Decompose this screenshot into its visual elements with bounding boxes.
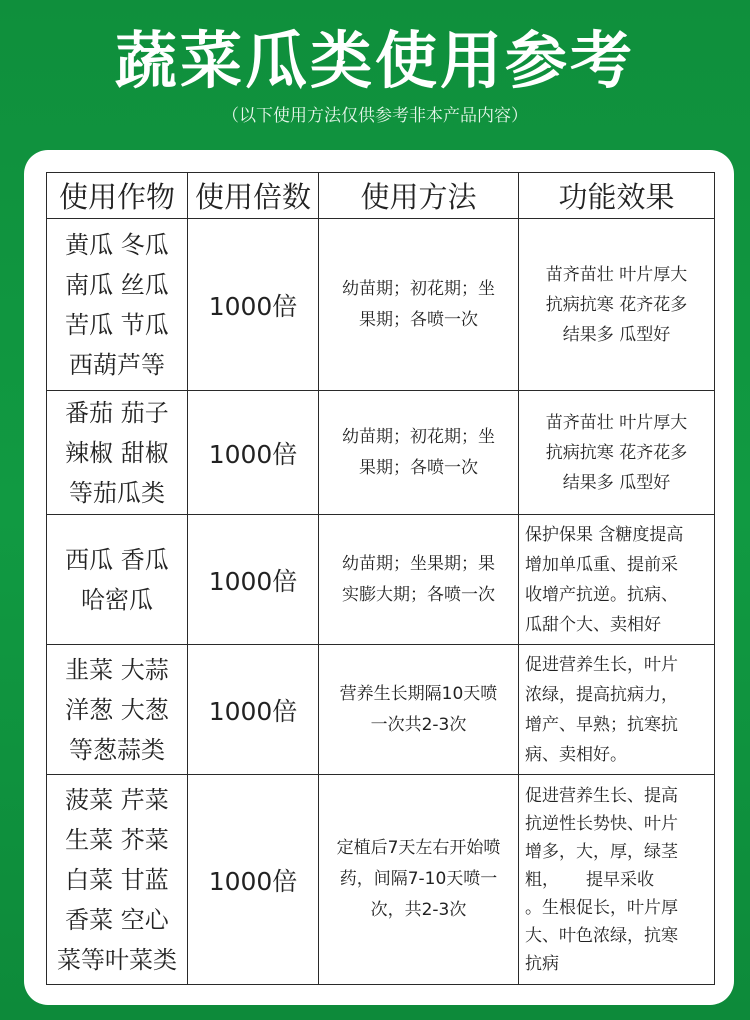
effect-cell bbox=[519, 219, 715, 391]
effect-line: 增多，大，厚，绿茎 bbox=[525, 841, 678, 862]
table-row bbox=[47, 775, 715, 985]
crop-line: 黄瓜 冬瓜 bbox=[65, 230, 169, 259]
effect-line: 苗齐苗壮 叶片厚大 bbox=[545, 412, 688, 433]
effect-line: 粗， 提早采收 bbox=[525, 869, 655, 890]
crop-line: 哈密瓜 bbox=[81, 585, 153, 614]
crop-line: 西瓜 香瓜 bbox=[65, 545, 169, 574]
multiplier-cell: 1000倍 bbox=[188, 515, 319, 645]
effect-line: 增产、早熟；抗寒抗 bbox=[525, 714, 678, 735]
effect-line: 抗病 bbox=[525, 953, 559, 974]
header-multiplier: 使用倍数 bbox=[188, 173, 319, 219]
header-effect: 功能效果 bbox=[519, 173, 715, 219]
usage-table bbox=[46, 172, 715, 985]
crop-line: 韭菜 大蒜 bbox=[65, 655, 169, 684]
method-line: 次，共2-3次 bbox=[370, 900, 467, 920]
effect-line: 保护保果 含糖度提高 bbox=[525, 524, 684, 545]
table-row bbox=[47, 515, 715, 645]
crop-cell bbox=[47, 391, 188, 515]
effect-line: 结果多 瓜型好 bbox=[562, 472, 671, 493]
multiplier-cell: 1000倍 bbox=[188, 391, 319, 515]
crop-cell bbox=[47, 775, 188, 985]
effect-line: 。生根促长，叶片厚 bbox=[525, 897, 678, 918]
method-cell bbox=[319, 515, 519, 645]
method-line: 果期；各喷一次 bbox=[359, 457, 478, 478]
method-line: 幼苗期；初花期；坐 bbox=[342, 278, 495, 299]
crop-line: 洋葱 大葱 bbox=[65, 695, 169, 724]
header-crop: 使用作物 bbox=[47, 173, 188, 219]
header-method: 使用方法 bbox=[319, 173, 519, 219]
method-cell bbox=[319, 391, 519, 515]
crop-line: 等葱蒜类 bbox=[69, 735, 165, 764]
effect-line: 大、叶色浓绿，抗寒 bbox=[525, 925, 678, 946]
crop-line: 香菜 空心 bbox=[65, 905, 169, 934]
table-row bbox=[47, 219, 715, 391]
effect-cell bbox=[519, 645, 715, 775]
method-line: 营养生长期隔10天喷 bbox=[339, 683, 498, 704]
method-line: 幼苗期；坐果期；果 bbox=[342, 553, 495, 574]
effect-line: 抗病抗寒 花齐花多 bbox=[545, 294, 688, 315]
effect-line: 抗病抗寒 花齐花多 bbox=[545, 442, 688, 463]
effect-cell bbox=[519, 515, 715, 645]
crop-cell bbox=[47, 219, 188, 391]
table-row bbox=[47, 391, 715, 515]
effect-line: 抗逆性长势快、叶片 bbox=[525, 813, 678, 834]
crop-line: 番茄 茄子 bbox=[65, 398, 169, 427]
method-cell bbox=[319, 645, 519, 775]
page-subtitle: （以下使用方法仅供参考非本产品内容） bbox=[222, 106, 528, 126]
crop-line: 南瓜 丝瓜 bbox=[65, 270, 169, 299]
crop-line: 生菜 芥菜 bbox=[65, 825, 169, 854]
crop-line: 菠菜 芹菜 bbox=[65, 785, 169, 814]
method-cell bbox=[319, 219, 519, 391]
multiplier-cell: 1000倍 bbox=[188, 219, 319, 391]
effect-line: 病、卖相好。 bbox=[525, 744, 627, 765]
page-title: 蔬菜瓜类使用参考 bbox=[114, 24, 635, 97]
effect-line: 瓜甜个大、卖相好 bbox=[525, 614, 661, 635]
method-cell bbox=[319, 775, 519, 985]
effect-line: 收增产抗逆。抗病、 bbox=[525, 584, 678, 605]
crop-cell bbox=[47, 515, 188, 645]
method-line: 果期；各喷一次 bbox=[359, 309, 478, 330]
multiplier-cell: 1000倍 bbox=[188, 645, 319, 775]
effect-line: 促进营养生长，叶片 bbox=[525, 654, 678, 675]
effect-cell bbox=[519, 775, 715, 985]
effect-line: 结果多 瓜型好 bbox=[562, 324, 671, 345]
effect-line: 增加单瓜重、提前采 bbox=[525, 554, 678, 575]
method-line: 幼苗期；初花期；坐 bbox=[342, 426, 495, 447]
method-line: 定植后7天左右开始喷 bbox=[336, 838, 501, 858]
crop-line: 等茄瓜类 bbox=[69, 478, 165, 507]
crop-line: 菜等叶菜类 bbox=[57, 945, 177, 974]
crop-line: 苦瓜 节瓜 bbox=[65, 310, 169, 339]
crop-line: 白菜 甘蓝 bbox=[65, 865, 169, 894]
table-header-row bbox=[47, 173, 715, 219]
crop-line: 辣椒 甜椒 bbox=[65, 438, 169, 467]
multiplier-cell: 1000倍 bbox=[188, 775, 319, 985]
effect-line: 促进营养生长、提高 bbox=[525, 785, 678, 806]
table-row bbox=[47, 645, 715, 775]
method-line: 实膨大期；各喷一次 bbox=[342, 584, 495, 605]
effect-cell bbox=[519, 391, 715, 515]
effect-line: 苗齐苗壮 叶片厚大 bbox=[545, 264, 688, 285]
method-line: 药，间隔7-10天喷一 bbox=[339, 869, 498, 889]
method-line: 一次共2-3次 bbox=[370, 714, 467, 735]
effect-line: 浓绿，提高抗病力， bbox=[525, 684, 678, 705]
crop-line: 西葫芦等 bbox=[69, 350, 165, 379]
crop-cell bbox=[47, 645, 188, 775]
